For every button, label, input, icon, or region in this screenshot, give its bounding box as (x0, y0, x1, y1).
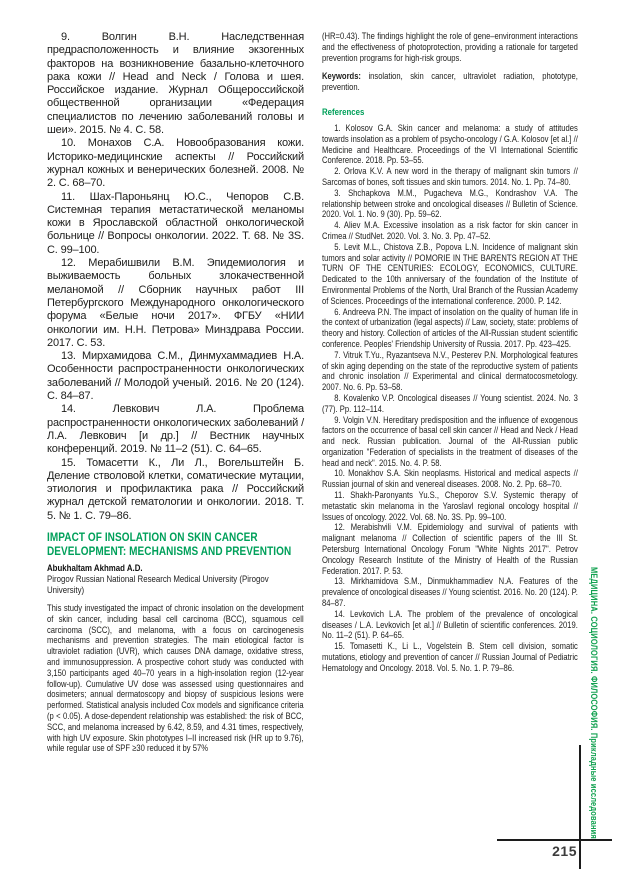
references-heading: References (322, 106, 365, 118)
abstract-part-1: This study investigated the impact of chronic insolation on the development of skin cancer, including basal cell carcinoma (BCC), squamous cell carcinoma (SCC), and melanoma, with a focus on carcinogenesis mechanisms and prevention strategies. The main etiological factor is ultraviolet radiation (UVR), which causes DNA damage, oxidative stress, and immunosuppression. A prospective cohort study was conducted with 3,150 participants aged 40–70 years in a high-insolation region (12-year follow-up). Cumulative UV dose was assessed using questionnaires and dosimeters; annual dermatoscopy and biopsy of suspicious lesions were performed. Statistical analysis included Cox models and significance criteria (p < 0.05). A dose-dependent relationship was established: the risk of BCC, SCC, and melanoma increased by 6.42, 8.59, and 4.31 times, respectively, with high UV exposure. Skin phototypes I–II increased risk (HR up to 9.76), while regular use of SPF ≥30 reduced it by 57% (47, 602, 304, 754)
abstract-part-2: (HR=0.43). The findings highlight the role of gene–environment interactions and the effectiveness of photoprotection, providing a rationale for targeted prevention programs for high-risk groups. (322, 31, 578, 63)
reference-item: 7. Vitruk T.Yu., Ryazantseva N.V., Pesterev P.N. Morphological features of skin aging depending on the state of the reproductive system of patients and chronic insolation // Experimental and clinical dermatocosmetology. 2007. No. 6. Pp. 53–58. (322, 349, 578, 393)
reference-item: 12. Мерабишвили В.М. Эпидемиология и выживаемость больных злокачественной меланомой // Сборник научных работ III Петербургского Международного онкологического форума «Белые ночи 2017». ФГБУ «НИИ онкологии им. Н.Н. Петрова» Минздрава России. 2017. С. 53. (47, 257, 304, 349)
article-author: Abukhaltam Akhmad A.D. (47, 562, 143, 574)
reference-item: 5. Levit M.L., Chistova Z.B., Popova L.N. Incidence of malignant skin tumors and solar activity // POMORIE IN THE BARENTS REGION AT THE TURN OF THE CENTURIES: ECOLOGY, ECONOMICS, CULTURE. Dedicated to the 10th anniversary of the foundation of the Institute of Environmental Problems of the North, Ural Branch of the Russian Academy of Sciences. Proceedings of the international conference. 2000. P. 142. (322, 241, 578, 306)
reference-item: 8. Kovalenko V.P. Oncological diseases // Young scientist. 2024. No. 3 (77). Pp. 112–114. (322, 392, 578, 414)
reference-item: 12. Merabishvili V.M. Epidemiology and survival of patients with malignant melanoma // Collection of scientific papers of the III St. Petersburg International Oncology Forum "White Nights 2017". Petrov Oncology Research Institute of the Ministry of Health of the Russian Federation. 2017. P. 53. (322, 522, 578, 576)
reference-item: 9. Volgin V.N. Hereditary predisposition and the influence of exogenous factors on the occurrence of basal cell skin cancer // Head and Neck / Head and neck. Russian publication. Journal of the All-Russian public organization "Federation of specialists in the treatment of diseases of the head and neck". 2015. No. 4. P. 58. (322, 414, 578, 468)
reference-item: 10. Монахов С.А. Новообразования кожи. Историко-медицинские аспекты // Российский журнал кожных и венерических болезней. 2008. № 2. С. 68–70. (47, 137, 304, 190)
reference-item: 1. Kolosov G.A. Skin cancer and melanoma: a study of attitudes towards insolation as a problem of psycho-oncology / G.A. Kolosov [et al.] // Medicine and Healthcare. Proceedings of the VI International Scientific Conference. 2018. Pp. 53–55. (322, 122, 578, 166)
english-references-list (322, 123, 578, 674)
horizontal-rule (497, 839, 612, 841)
article-affiliation: Pirogov Russian National Research Medical University (Pirogov University) (47, 573, 269, 596)
reference-item: 13. Mirkhamidova S.M., Dinmukhammadiev N.A. Features of the prevalence of oncological diseases // Young scientist. 2016. No. 20 (124). P. 84–87. (322, 576, 578, 609)
vertical-rule (579, 745, 581, 869)
right-column (322, 31, 578, 674)
reference-item: 14. Левкович Л.А. Проблема распространенности онкологических заболеваний / Л.А. Левкович [и др.] // Вестник научных конференций. 2019. № 11–2 (51). С. 64–65. (47, 403, 304, 456)
reference-item: 11. Shakh-Paronyants Yu.S., Cheporov S.V. Systemic therapy of metastatic skin melanoma in the Yaroslavl regional oncology hospital // Issues of oncology. 2022. Vol. 68. No. 3S. Pp. 99–100. (322, 490, 578, 522)
english-article-block (47, 530, 304, 754)
keywords-line (322, 71, 578, 93)
reference-item: 15. Томасетти К., Ли Л., Вогельштейн Б. Деление стволовой клетки, соматические мутации, этиология и профилактика рака // Российский журнал детской гематологии и онкологии. 2018. Т. 5. № 1. С. 79–86. (47, 456, 304, 522)
reference-item: 10. Monakhov S.A. Skin neoplasms. Historical and medical aspects // Russian journal of skin and venereal diseases. 2008. No. 2. Pp. 68–70. (322, 468, 578, 490)
page-number: 215 (552, 843, 577, 859)
reference-item: 13. Мирхамидова С.М., Динмухаммадиев Н.А. Особенности распространенности онкологических заболеваний // Молодой ученый. 2016. № 20 (124). С. 84–87. (47, 350, 304, 403)
russian-references-list (47, 31, 304, 523)
keywords-text: insolation, skin cancer, ultraviolet radiation, phototype, prevention. (322, 71, 578, 93)
reference-item: 6. Andreeva P.N. The impact of insolation on the quality of human life in the context of urbanization (legal aspects) // Law, society, state: problems of theory and history. Collection of articles of the All-Russian student scientific conference. Peoples' Friendship University of Russia. 2017. Pp. 423–425. (322, 306, 578, 349)
reference-item: 11. Шах-Пароньянц Ю.С., Чепоров С.В. Системная терапия метастатической меланомы кожи в Ярославской областной онкологической больнице // Вопросы онкологии. 2022. Т. 68. № 3S. С. 99–100. (47, 190, 304, 256)
reference-item: 4. Aliev M.A. Excessive insolation as a risk factor for skin cancer in Crimea // StudNet. 2020. Vol. 3. No. 3. Pp. 47–52. (322, 220, 578, 241)
article-title: IMPACT OF INSOLATION ON SKIN CANCER DEVELOPMENT: MECHANISMS AND PREVENTION (47, 529, 292, 558)
reference-item: 15. Tomasetti K., Li L., Vogelstein B. Stem cell division, somatic mutations, etiology and prevention of cancer // Russian Journal of Pediatric Hematology and Oncology. 2018. Vol. 5. No. 1. P. 79–86. (322, 641, 578, 673)
section-vertical-caption: МЕДИЦИНА. СОЦИОЛОГИЯ. ФИЛОСОФИЯ. Прикладные исследования (589, 567, 599, 839)
keywords-label: Keywords: (322, 71, 361, 82)
reference-item: 3. Shchapkova M.M., Pugacheva M.G., Kondrashov V.A. The relationship between stroke and oncological diseases // Bulletin of Science. 2020. Vol. 1. No. 9 (30). Pp. 59–62. (322, 187, 578, 220)
reference-item: 9. Волгин В.Н. Наследственная предрасположенность и влияние экзогенных факторов на возникновение базально-клеточного рака кожи // Head and Neck / Голова и шея. Российское издание. Журнал Общероссийской общественной организации «Федерация специалистов по лечению заболеваний головы и шеи». 2015. № 4. С. 58. (47, 31, 304, 137)
reference-item: 2. Orlova K.V. A new word in the therapy of malignant skin tumors // Sarcomas of bones, soft tissues and skin tumors. 2014. No. 1. Pp. 74–80. (322, 166, 578, 187)
left-column (47, 31, 304, 754)
reference-item: 14. Levkovich L.A. The problem of the prevalence of oncological diseases / L.A. Levkovich [et al.] // Bulletin of scientific conferences. 2019. No. 11–2 (51). P. 64–65. (322, 608, 578, 641)
